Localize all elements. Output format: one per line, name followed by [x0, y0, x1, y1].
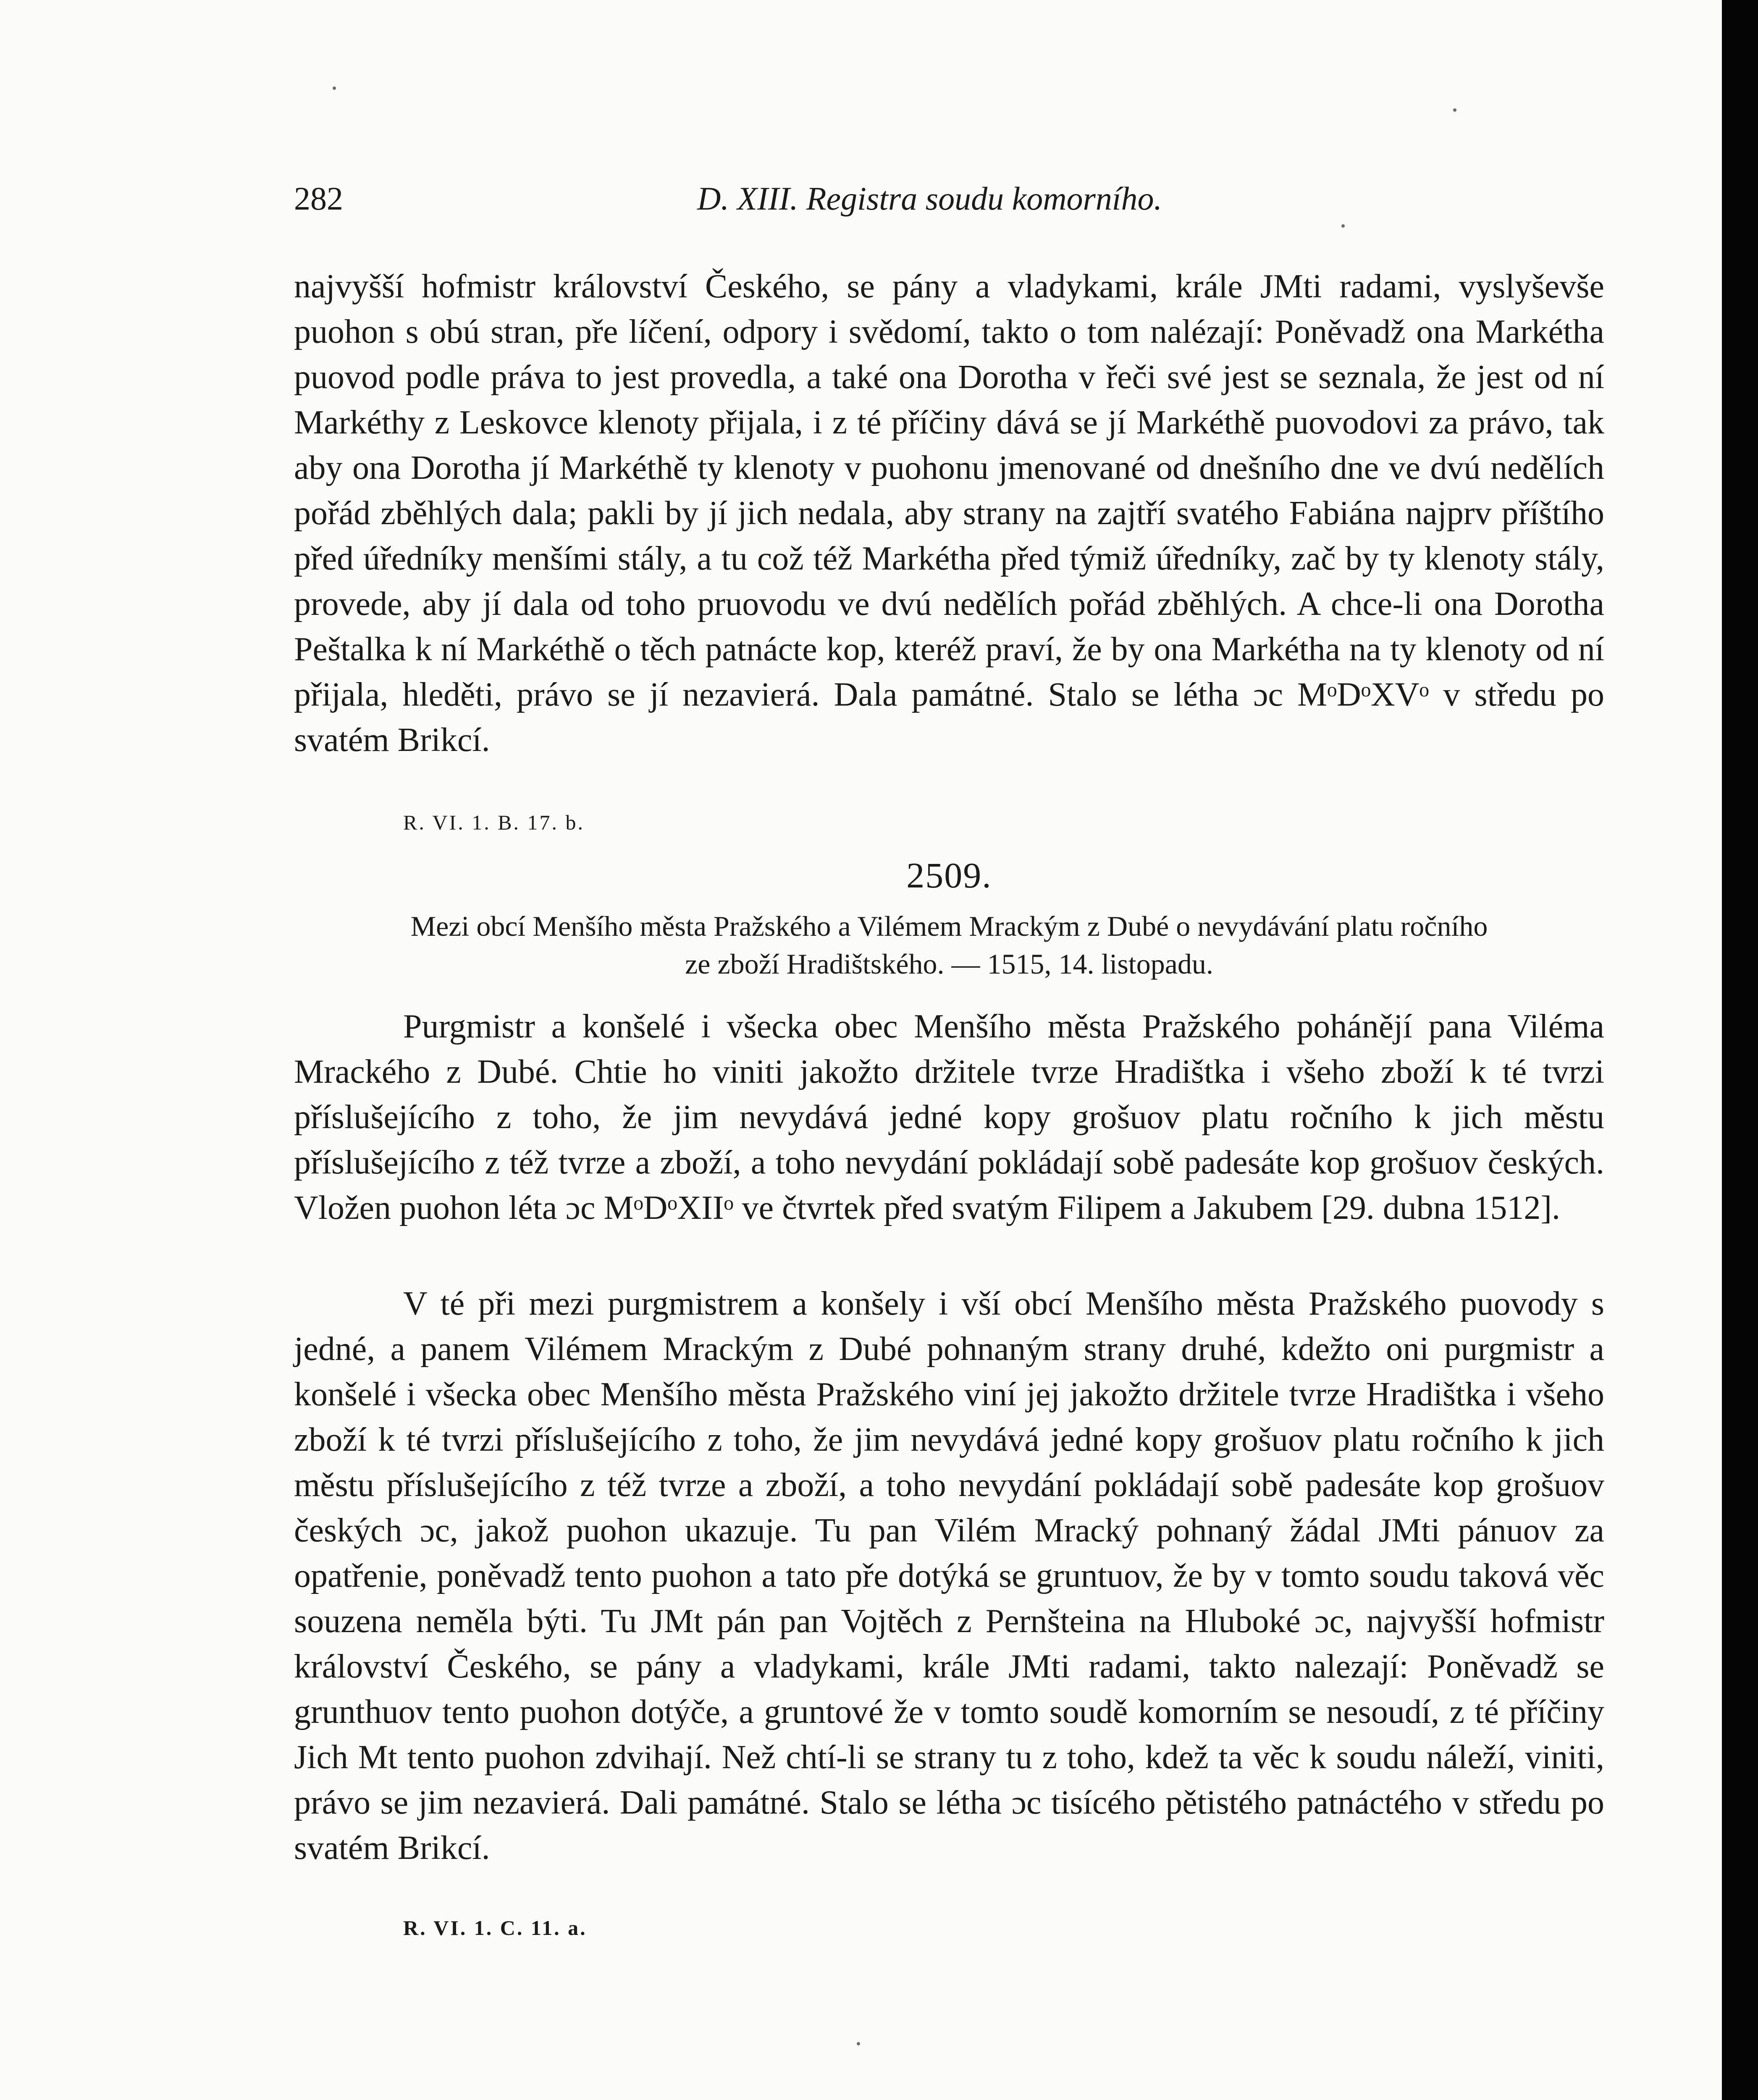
- scan-border: [1722, 0, 1758, 2100]
- print-speck: [1341, 224, 1345, 228]
- source-citation: R. VI. 1. C. 11. a.: [403, 1916, 587, 1940]
- continued-entry-text: [294, 264, 1604, 763]
- running-title: D. XIII. Registra soudu komorního.: [697, 180, 1162, 217]
- entry-paragraph: V té při mezi purgmistrem a konšely i vší obcí Menšího města Pražského puovody s jedné, a panem Vilémem Mrackým z Dubé pohnaným strany druhé, kdežto oni purgmistr a konšelé i všecka obec Menšího města Pražského viní jej jakožto držitele tvrze Hradištka i všeho zboží k té tvrzi příslušejícího z toho, že jim nevydává jedné kopy grošuov platu ročního k jich městu příslušejícího z též tvrze a zboží, a toho nevydání pokládají sobě padesáte kop grošuov českých ɔc, jakož puohon ukazuje. Tu pan Vilém Mracký pohnaný žádal JMti pánuov za opatřenie, poněvadž tento puohon a tato pře dotýká se gruntuov, že by v tomto soudu taková věc souzena neměla býti. Tu JMt pán pan Vojtěch z Pernšteina na Hluboké ɔc, najvyšší hofmistr království Českého, se pány a vladykami, krále JMti radami, takto nalezají: Poněvadž se grunthuov tento puohon dotýče, a gruntové že v tomto soudě komorním se nesoudí, z té příčiny Jich Mt tento puohon zdvihají. Než chtí-li se strany tu z toho, kdež ta věc k soudu náleží, viniti, právo se jim nezavierá. Dali památné. Stalo se létha ɔc tisícého pětistého patnáctého v středu po svatém Brikcí.: [294, 1285, 1604, 1866]
- continued-paragraph: najvyšší hofmistr království Českého, se pány a vladykami, krále JMti radami, vyslyševše puohon s obú stran, pře líčení, odpory i svědomí, takto o tom nalézají: Poněvadž ona Markétha puovod podle práva to jest provedla, a také ona Dorotha v řeči své jest se seznala, že jest od ní Markéthy z Leskovce klenoty přijala, i z té příčiny dává se jí Markéthě puovodovi za právo, tak aby ona Dorotha jí Markéthě ty klenoty v puohonu jmenované od dnešního dne ve dvú nedělích pořád zběhlých dala; pakli by jí jich nedala, aby strany na zajtří svatého Fabiána najprv příštího před úředníky menšími stály, a tu což též Markétha před týmiž úředníky, zač by ty klenoty stály, provede, aby jí dala od toho pruovodu ve dvú nedělích pořád zběhlých. A chce-li ona Dorotha Peštalka k ní Markéthě o těch patnácte kop, kteréž praví, že by ona Markétha na ty klenoty od ní přijala, hleděti, právo se jí nezavierá. Dala památné. Stalo se létha ɔc MᵒDᵒXVᵒ v středu po svatém Brikcí.: [294, 268, 1604, 759]
- print-speck: [857, 2042, 860, 2045]
- entry-text-second: [294, 1281, 1604, 1871]
- source-citation: R. VI. 1. B. 17. b.: [403, 811, 585, 834]
- entry-number: 2509.: [906, 855, 992, 895]
- entry-summary: [294, 907, 1604, 983]
- entry-text-first: [294, 1004, 1604, 1231]
- entry-paragraph: Purgmistr a konšelé i všecka obec Menšího města Pražského pohánějí pana Viléma Mrackého z Dubé. Chtie ho viniti jakožto držitele tvrze Hradištka i všeho zboží k té tvrzi příslušejícího z toho, že jim nevydává jedné kopy grošuov platu ročního k jich městu příslušejícího z též tvrze a zboží, a toho nevydání pokládají sobě padesáte kop grošuov českých. Vložen puohon léta ɔc MᵒDᵒXIIᵒ ve čtvrtek před svatým Filipem a Jakubem [29. dubna 1512].: [294, 1008, 1604, 1226]
- page-header: [294, 180, 1218, 218]
- entry-summary-line: Mezi obcí Menšího města Pražského a Vilémem Mrackým z Dubé o nevydávání platu ročního: [410, 910, 1488, 942]
- print-speck: [333, 87, 336, 90]
- print-speck: [1453, 108, 1456, 112]
- page-number: 282: [294, 180, 343, 217]
- entry-summary-line: ze zboží Hradištského. — 1515, 14. listopadu.: [685, 948, 1213, 980]
